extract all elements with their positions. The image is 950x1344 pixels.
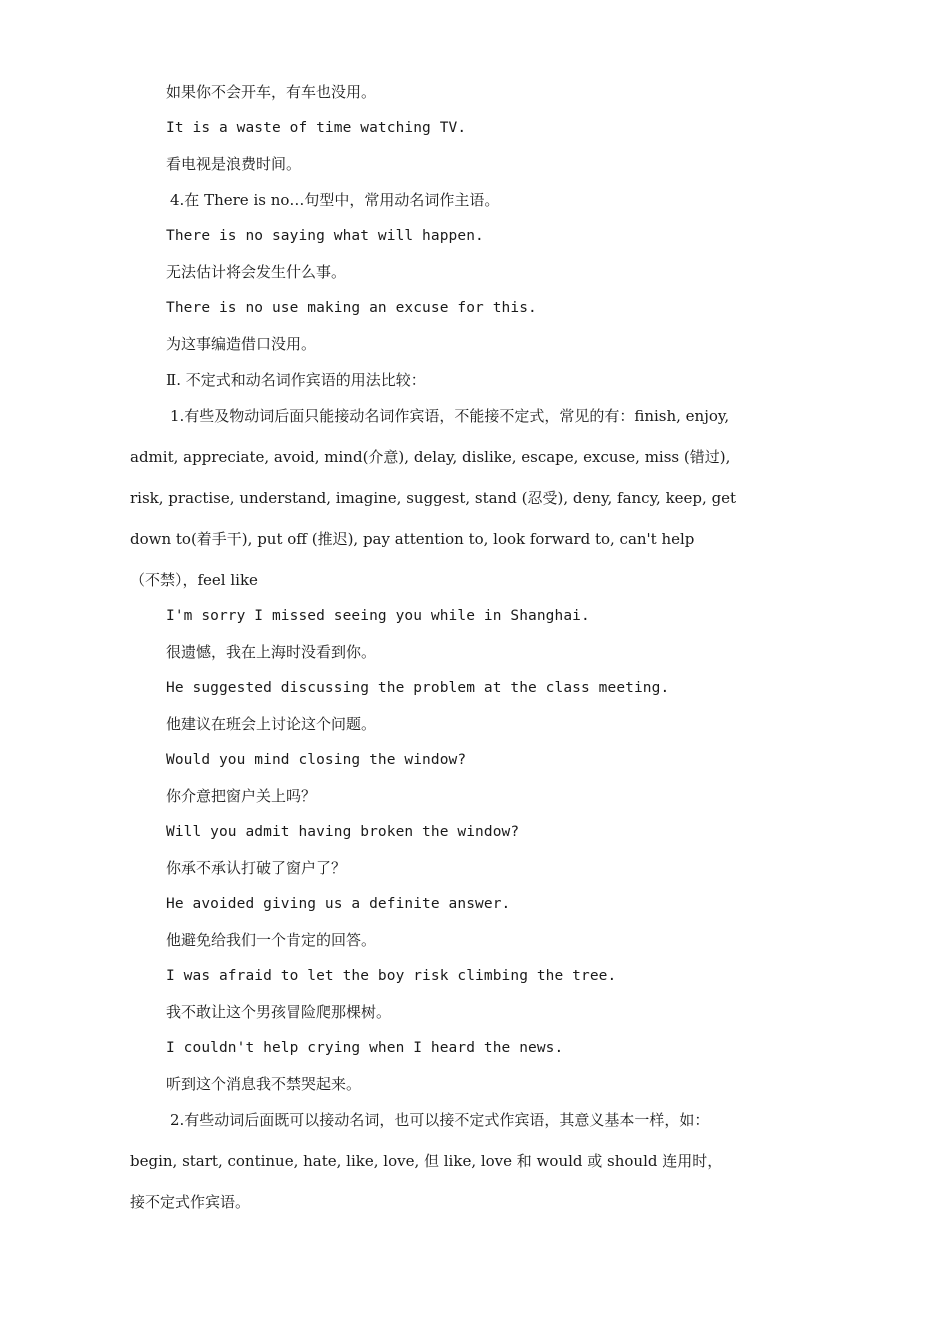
para1-line: admit, appreciate, avoid, mind(介意), delay, dislike, escape, excuse, miss (错过), xyxy=(130,448,731,466)
para2-line: 2.有些动词后面既可以接动名词，也可以接不定式作宾语，其意义基本一样，如： xyxy=(170,1111,710,1129)
chinese-sentence: 我不敢让这个男孩冒险爬那棵树。 xyxy=(166,1003,392,1021)
chinese-sentence: 为这事编造借口没用。 xyxy=(166,335,317,353)
english-sentence: He avoided giving us a definite answer. xyxy=(166,896,511,912)
para1-line: down to(着手干), put off (推迟), pay attention to, look forward to, can't help xyxy=(130,530,695,548)
english-sentence: I couldn't help crying when I heard the news. xyxy=(166,1040,564,1056)
chinese-sentence: 他避免给我们一个肯定的回答。 xyxy=(166,931,377,949)
chinese-sentence: 你承不承认打破了窗户了？ xyxy=(166,859,347,877)
english-sentence: There is no saying what will happen. xyxy=(166,228,484,244)
english-sentence: I'm sorry I missed seeing you while in Shanghai. xyxy=(166,608,590,624)
chinese-sentence: 听到这个消息我不禁哭起来。 xyxy=(166,1075,362,1093)
para1-line: 1.有些及物动词后面只能接动名词作宾语，不能接不定式，常见的有：finish, enjoy, xyxy=(170,407,730,425)
para1-line: （不禁），feel like xyxy=(130,571,258,589)
english-sentence: I was afraid to let the boy risk climbing the tree. xyxy=(166,968,617,984)
para2-line: 接不定式作宾语。 xyxy=(130,1193,251,1211)
chinese-sentence: 如果你不会开车，有车也没用。 xyxy=(166,83,377,101)
chinese-sentence: 看电视是浪费时间。 xyxy=(166,155,302,173)
english-sentence: Will you admit having broken the window? xyxy=(166,824,520,840)
section-heading-2: Ⅱ. 不定式和动名词作宾语的用法比较： xyxy=(166,371,426,389)
chinese-sentence: 很遗憾，我在上海时没看到你。 xyxy=(166,643,377,661)
english-sentence: He suggested discussing the problem at the class meeting. xyxy=(166,680,670,696)
chinese-sentence: 你介意把窗户关上吗？ xyxy=(166,787,317,805)
english-sentence: Would you mind closing the window? xyxy=(166,752,467,768)
chinese-sentence: 无法估计将会发生什么事。 xyxy=(166,263,347,281)
rule-heading-4: 4.在 There is no…句型中，常用动名词作主语。 xyxy=(170,191,500,209)
para2-line: begin, start, continue, hate, like, love, 但 like, love 和 would 或 should 连用时， xyxy=(130,1152,723,1170)
para1-line: risk, practise, understand, imagine, suggest, stand (忍受), deny, fancy, keep, get xyxy=(130,489,737,507)
english-sentence: There is no use making an excuse for this. xyxy=(166,300,537,316)
english-sentence: It is a waste of time watching TV. xyxy=(166,120,467,136)
chinese-sentence: 他建议在班会上讨论这个问题。 xyxy=(166,715,377,733)
